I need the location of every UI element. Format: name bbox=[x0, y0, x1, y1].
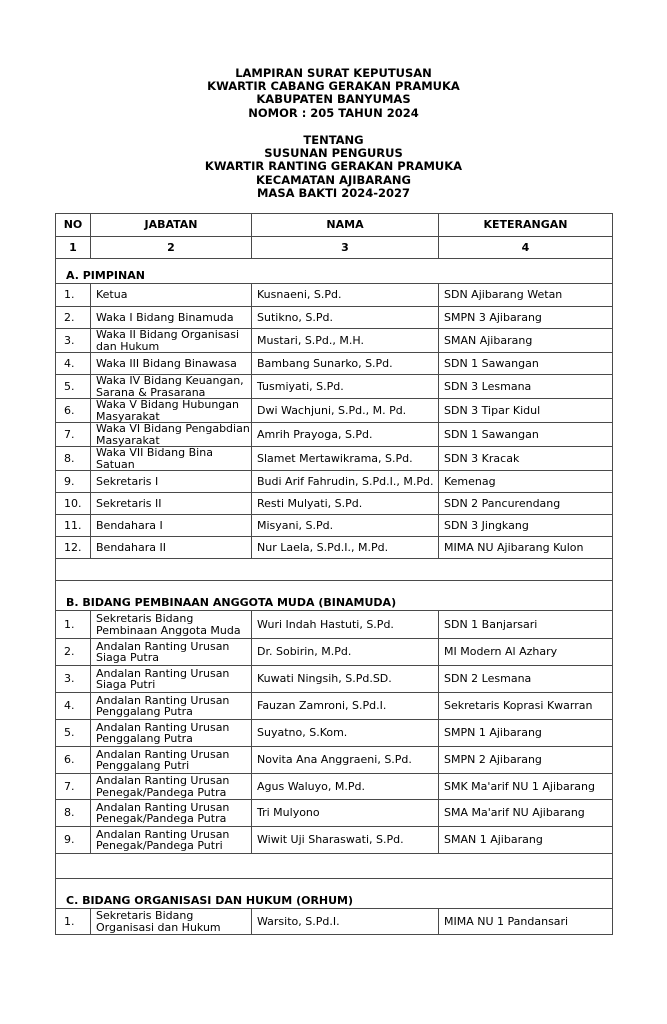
row-number: 2. bbox=[56, 639, 91, 666]
remarks-cell: SDN 3 Lesmana bbox=[439, 375, 613, 399]
section-heading-row bbox=[56, 259, 613, 284]
table-row bbox=[56, 447, 613, 471]
table-row bbox=[56, 307, 613, 329]
name-cell: Wiwit Uji Sharaswati, S.Pd. bbox=[252, 827, 439, 854]
column-header: NO bbox=[56, 214, 91, 237]
position-cell: Waka III Bidang Binawasa bbox=[91, 353, 252, 375]
table-row bbox=[56, 284, 613, 307]
table-row bbox=[56, 800, 613, 827]
row-number: 5. bbox=[56, 720, 91, 747]
position-cell: Andalan Ranting Urusan Penggalang Putra bbox=[91, 720, 252, 747]
row-number: 1. bbox=[56, 284, 91, 307]
column-number: 1 bbox=[56, 237, 91, 259]
header-attachment bbox=[0, 67, 667, 120]
row-number: 4. bbox=[56, 353, 91, 375]
section-title: C. BIDANG ORGANISASI DAN HUKUM (ORHUM) bbox=[56, 879, 613, 909]
header-line: KECAMATAN AJIBARANG bbox=[256, 172, 411, 187]
row-number: 5. bbox=[56, 375, 91, 399]
name-cell: Fauzan Zamroni, S.Pd.I. bbox=[252, 693, 439, 720]
remarks-cell: Kemenag bbox=[439, 471, 613, 493]
name-cell: Wuri Indah Hastuti, S.Pd. bbox=[252, 611, 439, 639]
name-cell: Tusmiyati, S.Pd. bbox=[252, 375, 439, 399]
column-number: 3 bbox=[252, 237, 439, 259]
section-title: B. BIDANG PEMBINAAN ANGGOTA MUDA (BINAMUDA) bbox=[56, 581, 613, 611]
table-row bbox=[56, 747, 613, 774]
header-line: MASA BAKTI 2024-2027 bbox=[256, 185, 411, 200]
name-cell: Resti Mulyati, S.Pd. bbox=[252, 493, 439, 515]
name-cell: Warsito, S.Pd.I. bbox=[252, 909, 439, 935]
header-line: LAMPIRAN SURAT KEPUTUSAN bbox=[235, 66, 432, 80]
table-row bbox=[56, 720, 613, 747]
name-cell: Nur Laela, S.Pd.I., M.Pd. bbox=[252, 537, 439, 559]
personnel-table bbox=[55, 213, 613, 935]
table-row bbox=[56, 537, 613, 559]
row-number: 6. bbox=[56, 399, 91, 423]
table-row bbox=[56, 493, 613, 515]
name-cell: Bambang Sunarko, S.Pd. bbox=[252, 353, 439, 375]
remarks-cell: MIMA NU 1 Pandansari bbox=[439, 909, 613, 935]
remarks-cell: SMPN 1 Ajibarang bbox=[439, 720, 613, 747]
blank-cell bbox=[56, 559, 613, 581]
position-cell: Waka I Bidang Binamuda bbox=[91, 307, 252, 329]
row-number: 4. bbox=[56, 693, 91, 720]
header-line: NOMOR : 205 TAHUN 2024 bbox=[248, 105, 419, 120]
blank-cell bbox=[56, 854, 613, 879]
position-cell: Andalan Ranting Urusan Penegak/Pandega Putra bbox=[91, 774, 252, 800]
remarks-cell: SDN 3 Kracak bbox=[439, 447, 613, 471]
section-title: A. PIMPINAN bbox=[56, 259, 613, 284]
row-number: 8. bbox=[56, 800, 91, 827]
remarks-cell: Sekretaris Koprasi Kwarran bbox=[439, 693, 613, 720]
position-cell: Waka IV Bidang Keuangan, Sarana & Prasarana bbox=[91, 375, 252, 399]
column-header: NAMA bbox=[252, 214, 439, 237]
table-row bbox=[56, 399, 613, 423]
name-cell: Mustari, S.Pd., M.H. bbox=[252, 329, 439, 353]
position-cell: Sekretaris II bbox=[91, 493, 252, 515]
remarks-cell: SDN 3 Jingkang bbox=[439, 515, 613, 537]
position-cell: Sekretaris Bidang Pembinaan Anggota Muda bbox=[91, 611, 252, 639]
name-cell: Novita Ana Anggraeni, S.Pd. bbox=[252, 747, 439, 774]
position-cell: Bendahara II bbox=[91, 537, 252, 559]
remarks-cell: SMPN 2 Ajibarang bbox=[439, 747, 613, 774]
table-row bbox=[56, 353, 613, 375]
row-number: 9. bbox=[56, 827, 91, 854]
remarks-cell: SDN 2 Pancurendang bbox=[439, 493, 613, 515]
column-number: 2 bbox=[91, 237, 252, 259]
row-number: 9. bbox=[56, 471, 91, 493]
blank-row bbox=[56, 854, 613, 879]
name-cell: Dr. Sobirin, M.Pd. bbox=[252, 639, 439, 666]
position-cell: Andalan Ranting Urusan Siaga Putra bbox=[91, 639, 252, 666]
name-cell: Dwi Wachjuni, S.Pd., M. Pd. bbox=[252, 399, 439, 423]
remarks-cell: MIMA NU Ajibarang Kulon bbox=[439, 537, 613, 559]
name-cell: Slamet Mertawikrama, S.Pd. bbox=[252, 447, 439, 471]
remarks-cell: SDN 3 Tipar Kidul bbox=[439, 399, 613, 423]
row-number: 10. bbox=[56, 493, 91, 515]
header-line: KWARTIR CABANG GERAKAN PRAMUKA bbox=[207, 79, 460, 94]
header-line: KWARTIR RANTING GERAKAN PRAMUKA bbox=[204, 159, 463, 174]
remarks-cell: MI Modern Al Azhary bbox=[439, 639, 613, 666]
name-cell: Suyatno, S.Kom. bbox=[252, 720, 439, 747]
table-row bbox=[56, 693, 613, 720]
column-header: KETERANGAN bbox=[439, 214, 613, 237]
remarks-cell: SDN 2 Lesmana bbox=[439, 666, 613, 693]
table-row bbox=[56, 666, 613, 693]
position-cell: Andalan Ranting Urusan Penegak/Pandega Putra bbox=[91, 800, 252, 827]
row-number: 12. bbox=[56, 537, 91, 559]
table-row bbox=[56, 423, 613, 447]
position-cell: Andalan Ranting Urusan Penggalang Putra bbox=[91, 693, 252, 720]
column-number-row bbox=[56, 237, 613, 259]
table-row bbox=[56, 611, 613, 639]
row-number: 2. bbox=[56, 307, 91, 329]
remarks-cell: SDN 1 Banjarsari bbox=[439, 611, 613, 639]
row-number: 7. bbox=[56, 423, 91, 447]
row-number: 1. bbox=[56, 909, 91, 935]
name-cell: Misyani, S.Pd. bbox=[252, 515, 439, 537]
personnel-table-body bbox=[56, 214, 613, 935]
table-row bbox=[56, 827, 613, 854]
position-cell: Waka VII Bidang Bina Satuan bbox=[91, 447, 252, 471]
row-number: 3. bbox=[56, 666, 91, 693]
section-heading-row bbox=[56, 879, 613, 909]
section-heading-row bbox=[56, 581, 613, 611]
header-line: KABUPATEN BANYUMAS bbox=[256, 92, 411, 107]
position-cell: Waka V Bidang Hubungan Masyarakat bbox=[91, 399, 252, 423]
remarks-cell: SDN Ajibarang Wetan bbox=[439, 284, 613, 307]
position-cell: Andalan Ranting Urusan Siaga Putri bbox=[91, 666, 252, 693]
name-cell: Budi Arif Fahrudin, S.Pd.I., M.Pd. bbox=[252, 471, 439, 493]
header-line: TENTANG bbox=[303, 133, 364, 147]
row-number: 6. bbox=[56, 747, 91, 774]
row-number: 7. bbox=[56, 774, 91, 800]
remarks-cell: SMPN 3 Ajibarang bbox=[439, 307, 613, 329]
table-header-row bbox=[56, 214, 613, 237]
row-number: 3. bbox=[56, 329, 91, 353]
remarks-cell: SMA Ma'arif NU Ajibarang bbox=[439, 800, 613, 827]
remarks-cell: SMAN Ajibarang bbox=[439, 329, 613, 353]
name-cell: Amrih Prayoga, S.Pd. bbox=[252, 423, 439, 447]
table-row bbox=[56, 774, 613, 800]
table-row bbox=[56, 639, 613, 666]
table-row bbox=[56, 909, 613, 935]
remarks-cell: SDN 1 Sawangan bbox=[439, 423, 613, 447]
row-number: 11. bbox=[56, 515, 91, 537]
position-cell: Andalan Ranting Urusan Penggalang Putri bbox=[91, 747, 252, 774]
header-line: SUSUNAN PENGURUS bbox=[264, 146, 403, 161]
position-cell: Waka II Bidang Organisasi dan Hukum bbox=[91, 329, 252, 353]
position-cell: Ketua bbox=[91, 284, 252, 307]
position-cell: Bendahara I bbox=[91, 515, 252, 537]
table-row bbox=[56, 515, 613, 537]
position-cell: Sekretaris I bbox=[91, 471, 252, 493]
column-number: 4 bbox=[439, 237, 613, 259]
table-row bbox=[56, 375, 613, 399]
position-cell: Sekretaris Bidang Organisasi dan Hukum bbox=[91, 909, 252, 935]
table-row bbox=[56, 329, 613, 353]
remarks-cell: SMAN 1 Ajibarang bbox=[439, 827, 613, 854]
name-cell: Kusnaeni, S.Pd. bbox=[252, 284, 439, 307]
name-cell: Kuwati Ningsih, S.Pd.SD. bbox=[252, 666, 439, 693]
row-number: 1. bbox=[56, 611, 91, 639]
table-row bbox=[56, 471, 613, 493]
header-subject bbox=[0, 134, 667, 200]
row-number: 8. bbox=[56, 447, 91, 471]
column-header: JABATAN bbox=[91, 214, 252, 237]
remarks-cell: SDN 1 Sawangan bbox=[439, 353, 613, 375]
position-cell: Andalan Ranting Urusan Penegak/Pandega Putri bbox=[91, 827, 252, 854]
name-cell: Tri Mulyono bbox=[252, 800, 439, 827]
name-cell: Sutikno, S.Pd. bbox=[252, 307, 439, 329]
remarks-cell: SMK Ma'arif NU 1 Ajibarang bbox=[439, 774, 613, 800]
position-cell: Waka VI Bidang Pengabdian Masyarakat bbox=[91, 423, 252, 447]
name-cell: Agus Waluyo, M.Pd. bbox=[252, 774, 439, 800]
blank-row bbox=[56, 559, 613, 581]
